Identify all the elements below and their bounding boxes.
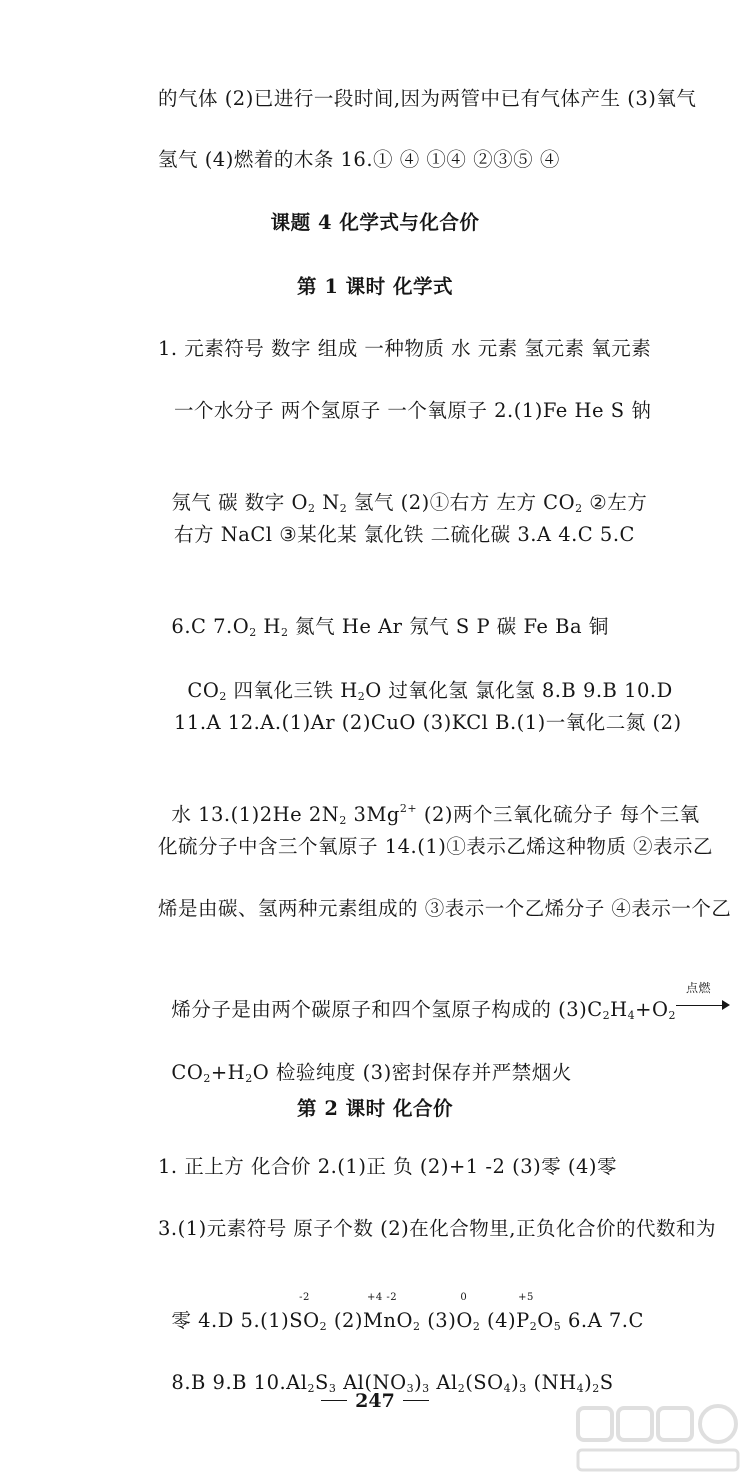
text-line: 的气体 (2)已进行一段时间,因为两管中已有气体产生 (3)氧气 (158, 87, 697, 110)
valence-mark: 0 (460, 1292, 468, 1303)
text-line: 3.(1)元素符号 原子个数 (2)在化合物里,正负化合价的代数和为 (158, 1217, 716, 1240)
text-line: 一个水分子 两个氢原子 一个氧原子 2.(1)Fe He S 钠 (174, 399, 652, 422)
reaction-arrow (676, 981, 730, 1014)
text-line: 6.C $7.O_2$ $H_2$ 氮气 He Ar 氖气 S P 碳 Fe Ba 铜 (171, 615, 609, 639)
text-line: 1. 正上方 化合价 2.(1)正 负 (2)+1 -2 (3)零 (4)零 (158, 1155, 618, 1178)
reaction-condition: 点燃 (686, 981, 712, 995)
valence-mark: +4 -2 (366, 1292, 398, 1303)
valence-mark: +5 (518, 1292, 534, 1303)
text-line: 11.A 12.A.(1)Ar (2)CuO (3)KCl B.(1)一氧化二氮 (2) (174, 711, 682, 734)
text-line: 氢气 (4)燃着的木条 16.① ④ ①④ ②③⑤ ④ (158, 148, 560, 171)
watermark-logo (572, 1400, 744, 1476)
lesson-title: 第 1 课时 化学式 (297, 275, 453, 298)
text-line: 化硫分子中含三个氧原子 14.(1)①表示乙烯这种物质 ②表示乙 (158, 835, 714, 858)
text-line: 零 4.D 5.(1)S -2 $O_2$ (2) +4 -2 MnO$_2$ (3) 0 $O_2$ (4) +5 $P_2O_5$ 6.A 7.C (171, 1292, 644, 1333)
valence-mark: -2 (299, 1292, 310, 1303)
text-line: 氖气 碳 数字 $O_2$ $N_2$ 氢气 (2)①右方 左方 $CO_2$ ②左方 (171, 491, 648, 515)
text-line: 1. 元素符号 数字 组成 一种物质 水 元素 氢元素 氧元素 (158, 337, 652, 360)
text-line: $CO_2+H_2O$ 检验纯度 (3)密封保存并严禁烟火 (171, 1061, 572, 1085)
page-number: 247 (0, 1388, 750, 1414)
text-line: 水 13.(1)2He $2N_2$ $3Mg^{2+}$ (2)两个三氧化硫分子 每个三氧 (171, 802, 700, 827)
lesson-title: 第 2 课时 化合价 (297, 1097, 453, 1120)
section-title: 课题 4 化学式与化合价 (270, 211, 480, 234)
divider (321, 1400, 347, 1401)
text-line: $CO_2$ 四氧化三铁 $H_2O$ 过氧化氢 氯化氢 8.B 9.B 10.D (187, 679, 673, 703)
text-line: 右方 NaCl ③某化某 氯化铁 二硫化碳 3.A 4.C 5.C (174, 523, 635, 546)
text-line: 烯分子是由两个碳原子和四个氢原子构成的 $(3)C_2H_4+O_2$ 点燃 (158, 964, 750, 1025)
text-line: 烯是由碳、氢两种元素组成的 ③表示一个乙烯分子 ④表示一个乙 (158, 897, 732, 920)
text-line: 8.B 9.B $10.Al_2S_3$ $Al(NO_3)_3$ $Al_2(SO_4)_3$ $(NH_4)_2S$ (171, 1371, 614, 1395)
divider (403, 1400, 429, 1401)
